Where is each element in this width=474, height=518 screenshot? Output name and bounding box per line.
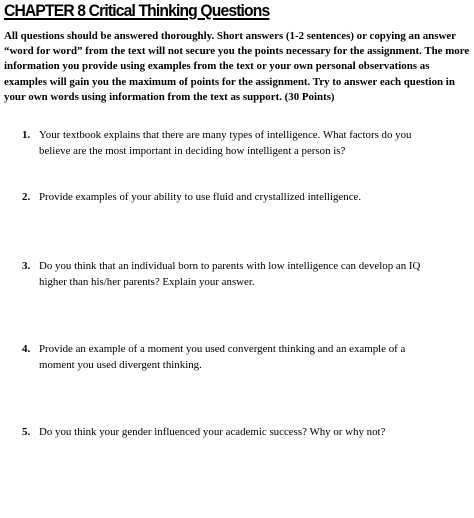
question-text: Your textbook explains that there are many types of intelligence. What factors do you believe are the most important in deciding how intelligent a person is? xyxy=(39,129,412,157)
question-text: Provide examples of your ability to use fluid and crystallized intelligence. xyxy=(39,191,362,203)
question-number: 3. xyxy=(22,260,31,272)
question-text: Provide an example of a moment you used convergent thinking and an example of a moment you used divergent thinking. xyxy=(39,343,406,371)
question-item-4 xyxy=(22,342,442,373)
question-item-3 xyxy=(22,259,442,290)
question-number: 1. xyxy=(22,129,31,141)
chapter-title: CHAPTER 8 Critical Thinking Questions xyxy=(4,2,270,20)
question-number: 5. xyxy=(22,426,31,438)
question-item-2 xyxy=(22,190,442,206)
question-number: 2. xyxy=(22,191,31,203)
instructions-paragraph: All questions should be answered thoroughly. Short answers (1-2 sentences) or copying an answer “word for word” from the text will not secure you the points necessary for the assignment. The more information you provide using examples from the text or your own personal observations as examples will gain you the maximum of points for the assignment. Try to answer each question in your own words using information from the text as support. (30 Points) xyxy=(4,30,470,103)
question-text: Do you think that an individual born to parents with low intelligence can develop an IQ higher than his/her parents? Explain your answer. xyxy=(39,260,421,288)
question-item-5 xyxy=(22,425,442,441)
question-item-1 xyxy=(22,128,442,159)
question-number: 4. xyxy=(22,343,31,355)
question-text: Do you think your gender influenced your academic success? Why or why not? xyxy=(39,426,386,438)
